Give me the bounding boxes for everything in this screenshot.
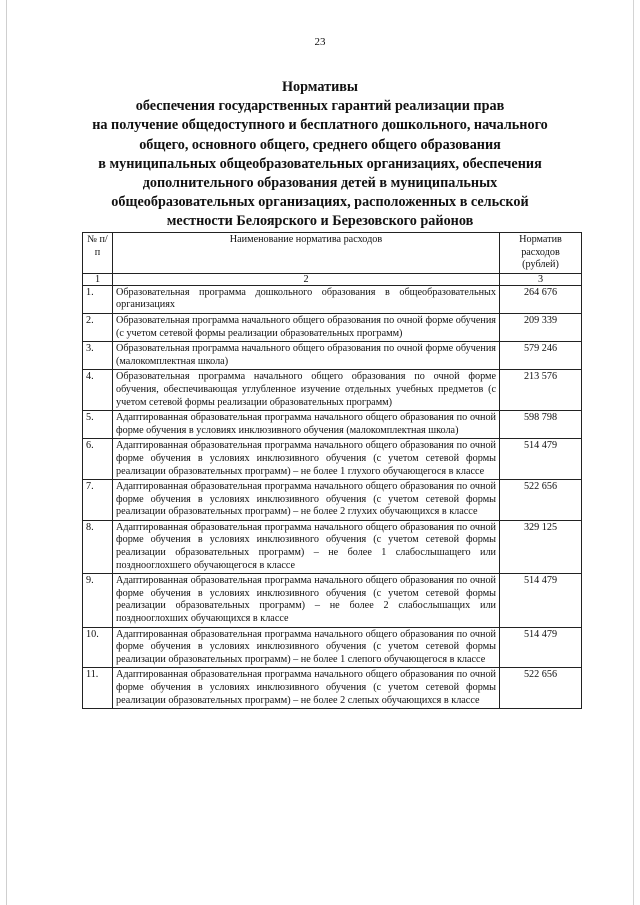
- row-name: Адаптированная образовательная программа начального общего образования по очной форме обучения в условиях инклюзивного обучения (малокомплектная школа): [113, 411, 500, 439]
- title-line: общего, основного общего, среднего общего образования: [139, 136, 501, 153]
- column-index-row: [83, 273, 582, 285]
- row-name: Адаптированная образовательная программа начального общего образования по очной форме обучения в условиях инклюзивного обучения (с учетом сетевой формы реализации образовательных программ) – не более 2 слабослышащих или позднооглохших обучающихся в классе: [113, 574, 500, 627]
- table-row: [83, 439, 582, 480]
- row-value: 579 246: [500, 342, 582, 370]
- row-value: 209 339: [500, 313, 582, 341]
- title-line: Нормативы: [282, 79, 358, 95]
- row-value: 598 798: [500, 411, 582, 439]
- row-value: 522 656: [500, 668, 582, 709]
- table-row: [83, 520, 582, 573]
- row-number: 5.: [83, 411, 113, 439]
- table-row: [83, 411, 582, 439]
- row-number: 10.: [83, 627, 113, 668]
- row-value: 213 576: [500, 370, 582, 411]
- normatives-table: [82, 232, 582, 709]
- row-name: Адаптированная образовательная программа начального общего образования по очной форме обучения в условиях инклюзивного обучения (с учетом сетевой формы реализации образовательных программ) – не более 1 глухого обучающегося в классе: [113, 439, 500, 480]
- column-index: 3: [500, 273, 582, 285]
- title-line: местности Белоярского и Березовского районов: [166, 213, 474, 230]
- document-title: [60, 78, 580, 232]
- title-line: общеобразовательных организациях, расположенных в сельской: [111, 194, 529, 211]
- row-name: Образовательная программа дошкольного образования в общеобразовательных организациях: [113, 285, 500, 313]
- column-index: 2: [113, 273, 500, 285]
- scan-edge-left: [6, 0, 7, 905]
- row-name: Образовательная программа начального общего образования по очной форме обучения, обеспечивающая углубленное изучение отдельных учебных предметов (с учетом сетевой формы реализации образовательных программ): [113, 370, 500, 411]
- row-value: 522 656: [500, 480, 582, 521]
- page-number: 23: [314, 36, 326, 48]
- row-number: 8.: [83, 520, 113, 573]
- title-line: в муниципальных общеобразовательных организациях, обеспечения: [98, 155, 542, 172]
- table-row: [83, 370, 582, 411]
- header-name: Наименование норматива расходов: [113, 233, 500, 274]
- row-value: 514 479: [500, 627, 582, 668]
- column-index: 1: [83, 273, 113, 285]
- table-row: [83, 313, 582, 341]
- row-number: 11.: [83, 668, 113, 709]
- row-name: Адаптированная образовательная программа начального общего образования по очной форме обучения в условиях инклюзивного обучения (с учетом сетевой формы реализации образовательных программ) – не более 1 слабослышащего или позднооглохшего обучающегося в классе: [113, 520, 500, 573]
- row-number: 3.: [83, 342, 113, 370]
- table-row: [83, 480, 582, 521]
- row-name: Образовательная программа начального общего образования по очной форме обучения (с учетом сетевой формы реализации образовательных программ): [113, 313, 500, 341]
- scan-edge-right: [633, 0, 634, 905]
- row-value: 514 479: [500, 439, 582, 480]
- row-number: 9.: [83, 574, 113, 627]
- title-line: дополнительного образования детей в муниципальных: [142, 175, 498, 192]
- row-number: 4.: [83, 370, 113, 411]
- header-number: № п/п: [83, 233, 113, 274]
- title-line: обеспечения государственных гарантий реализации прав: [135, 98, 505, 115]
- row-name: Адаптированная образовательная программа начального общего образования по очной форме обучения в условиях инклюзивного обучения (с учетом сетевой формы реализации образовательных программ) – не более 1 слепого обучающегося в классе: [113, 627, 500, 668]
- title-line: на получение общедоступного и бесплатного дошкольного, начального: [92, 117, 548, 134]
- row-name: Образовательная программа начального общего образования по очной форме обучения (малокомплектная школа): [113, 342, 500, 370]
- table-row: [83, 574, 582, 627]
- row-number: 2.: [83, 313, 113, 341]
- table-row: [83, 668, 582, 709]
- table-header-row: [83, 233, 582, 274]
- row-name: Адаптированная образовательная программа начального общего образования по очной форме обучения в условиях инклюзивного обучения (с учетом сетевой формы реализации образовательных программ) – не более 2 глухих обучающихся в классе: [113, 480, 500, 521]
- row-name: Адаптированная образовательная программа начального общего образования по очной форме обучения в условиях инклюзивного обучения (с учетом сетевой формы реализации образовательных программ) – не более 2 слепых обучающихся в классе: [113, 668, 500, 709]
- table-body: [83, 285, 582, 708]
- table-row: [83, 285, 582, 313]
- table-row: [83, 342, 582, 370]
- row-number: 6.: [83, 439, 113, 480]
- row-value: 514 479: [500, 574, 582, 627]
- row-number: 1.: [83, 285, 113, 313]
- header-value: Норматив расходов (рублей): [500, 233, 582, 274]
- table-row: [83, 627, 582, 668]
- row-number: 7.: [83, 480, 113, 521]
- row-value: 329 125: [500, 520, 582, 573]
- row-value: 264 676: [500, 285, 582, 313]
